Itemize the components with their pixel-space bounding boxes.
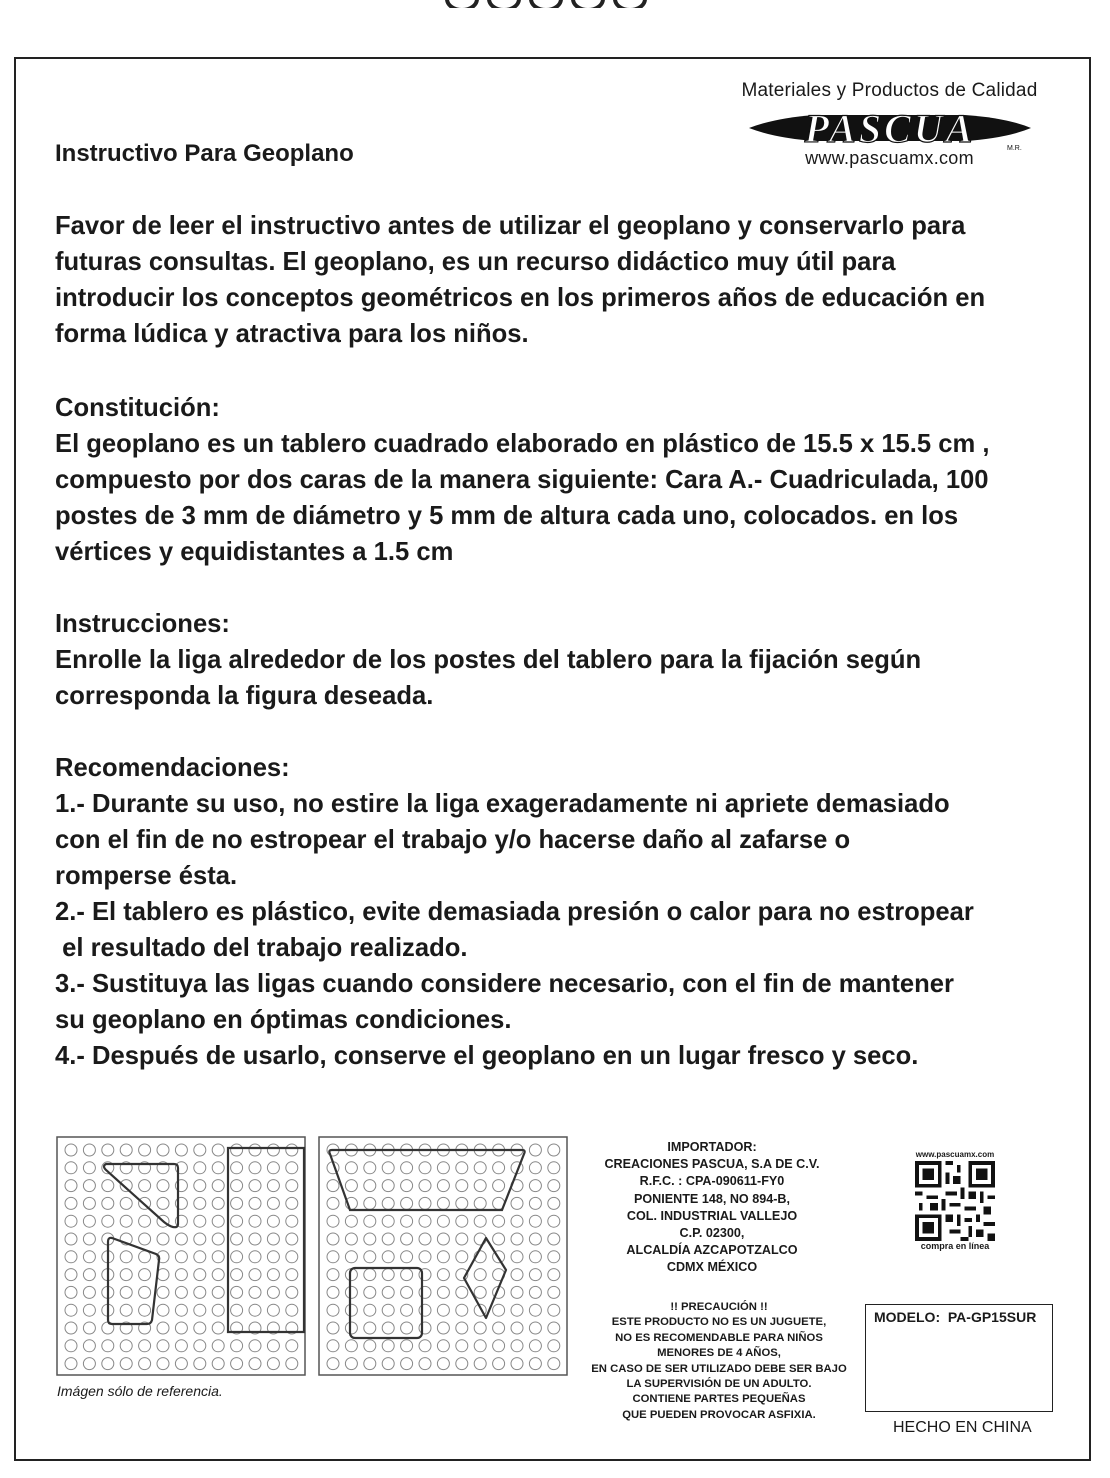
qr-code-icon bbox=[915, 1161, 995, 1241]
text-line: futuras consultas. El geoplano, es un recurso didáctico muy útil para bbox=[55, 248, 896, 276]
importer-line: CDMX MÉXICO bbox=[666, 1260, 758, 1275]
recommendations-section bbox=[55, 750, 1070, 1074]
text-line: 4.- Después de usarlo, conserve el geoplano en un lugar fresco y seco. bbox=[55, 1042, 919, 1070]
text-line: introducir los conceptos geométricos en los primeros años de educación en bbox=[55, 284, 986, 312]
text-line: El geoplano es un tablero cuadrado elaborado en plástico de 15.5 x 15.5 cm , bbox=[55, 430, 990, 458]
brand-tagline: Materiales y Productos de Calidad bbox=[741, 80, 1038, 101]
text-line: postes de 3 mm de diámetro y 5 mm de altura cada uno, colocados. en los bbox=[55, 502, 959, 530]
image-reference-caption: Imágen sólo de referencia. bbox=[57, 1383, 223, 1399]
text-line: 1.- Durante su uso, no estire la liga exageradamente ni apriete demasiado bbox=[55, 790, 950, 818]
caution-line: CONTIENE PARTES PEQUEÑAS bbox=[632, 1393, 806, 1406]
importer-line: ALCALDÍA AZCAPOTZALCO bbox=[626, 1243, 798, 1258]
text-line: vértices y equidistantes a 1.5 cm bbox=[55, 538, 454, 566]
importer-line: CREACIONES PASCUA, S.A DE C.V. bbox=[604, 1157, 820, 1172]
section-heading: Recomendaciones: bbox=[55, 754, 290, 782]
constitution-section bbox=[55, 390, 1070, 570]
text-line: 3.- Sustituya las ligas cuando considere necesario, con el fin de mantener bbox=[55, 970, 954, 998]
document-title: Instructivo Para Geoplano bbox=[55, 140, 354, 167]
qr-block bbox=[905, 1150, 1005, 1251]
pascua-logo bbox=[745, 104, 1035, 152]
logo-text: PASCUA bbox=[804, 106, 975, 151]
text-line: con el fin de no estropear el trabajo y/o hacerse daño al zafarse o bbox=[55, 826, 851, 854]
geoboard-illustration-a bbox=[56, 1136, 306, 1376]
made-in-label: HECHO EN CHINA bbox=[893, 1419, 1032, 1436]
caution-line: QUE PUEDEN PROVOCAR ASFIXIA. bbox=[622, 1408, 816, 1421]
caution-line: LA SUPERVISIÓN DE UN ADULTO. bbox=[626, 1378, 812, 1391]
importer-line: R.F.C. : CPA-090611-FY0 bbox=[639, 1174, 785, 1189]
logo-mark: M.R. bbox=[1006, 145, 1022, 152]
instructions-section bbox=[55, 606, 1070, 714]
brand-block bbox=[722, 80, 1057, 169]
text-line: compuesto por dos caras de la manera siguiente: Cara A.- Cuadriculada, 100 bbox=[55, 466, 989, 494]
importer-info bbox=[592, 1139, 832, 1277]
text-line: su geoplano en óptimas condiciones. bbox=[55, 1006, 512, 1034]
text-line: el resultado del trabajo realizado. bbox=[55, 934, 468, 962]
text-line: Enrolle la liga alrededor de los postes del tablero para la fijación según bbox=[55, 646, 922, 674]
model-label: MODELO: PA-GP15SUR bbox=[874, 1309, 1037, 1325]
caution-line: EN CASO DE SER UTILIZADO DEBE SER BAJO bbox=[591, 1362, 847, 1375]
section-heading: Constitución: bbox=[55, 394, 220, 422]
text-line: forma lúdica y atractiva para los niños. bbox=[55, 320, 529, 348]
cropped-header-text bbox=[445, 0, 695, 8]
text-line: 2.- El tablero es plástico, evite demasiada presión o calor para no estropear bbox=[55, 898, 974, 926]
importer-line: IMPORTADOR: bbox=[667, 1140, 757, 1154]
importer-line: COL. INDUSTRIAL VALLEJO bbox=[626, 1208, 798, 1223]
caution-line: MENORES DE 4 AÑOS, bbox=[657, 1347, 781, 1360]
geoboard-illustration-b bbox=[318, 1136, 568, 1376]
text-line: corresponda la figura deseada. bbox=[55, 682, 434, 710]
importer-line: PONIENTE 148, NO 894-B, bbox=[633, 1191, 791, 1206]
section-heading: Instrucciones: bbox=[55, 610, 230, 638]
caution-line: ESTE PRODUCTO NO ES UN JUGUETE, bbox=[611, 1316, 827, 1329]
model-box bbox=[865, 1304, 1053, 1412]
caution-line: !! PRECAUCIÓN !! bbox=[670, 1301, 768, 1313]
caution-line: NO ES RECOMENDABLE PARA NIÑOS bbox=[615, 1331, 823, 1344]
importer-line: C.P. 02300, bbox=[679, 1226, 745, 1241]
text-line: romperse ésta. bbox=[55, 862, 238, 890]
caution-warning bbox=[584, 1300, 854, 1423]
intro-paragraph bbox=[55, 208, 1070, 352]
text-line: Favor de leer el instructivo antes de utilizar el geoplano y conservarlo para bbox=[55, 212, 966, 240]
qr-url: www.pascuamx.com bbox=[915, 1150, 995, 1159]
brand-website: www.pascuamx.com bbox=[805, 148, 974, 168]
qr-caption: compra en línea bbox=[920, 1241, 990, 1251]
